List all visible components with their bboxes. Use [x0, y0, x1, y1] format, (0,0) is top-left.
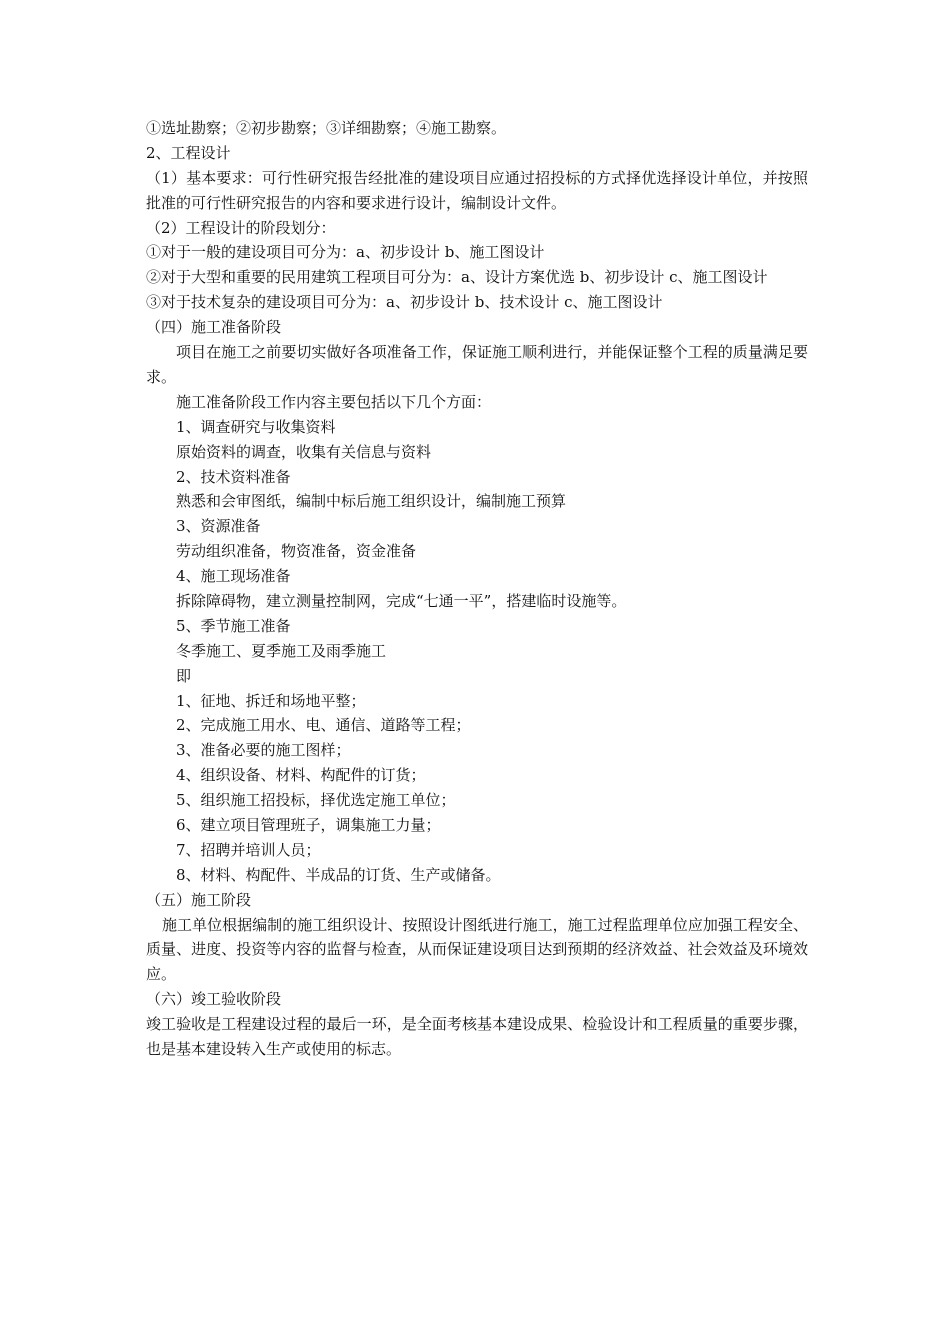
design-stages-general: ①对于一般的建设项目可分为：a、初步设计 b、施工图设计	[146, 243, 545, 262]
survey-types-line: ①选址勘察；②初步勘察；③详细勘察；④施工勘察。	[146, 119, 507, 137]
summary-list-item: 2、完成施工用水、电、通信、道路等工程；	[176, 716, 471, 735]
list-item-detail: 冬季施工、夏季施工及雨季施工	[176, 641, 387, 660]
construction-stage-paragraph: 施工单位根据编制的施工组织设计、按照设计图纸进行施工，施工过程监理单位应加强工程安全、质量、进度、投资等内容的监督与检查，从而保证建设项目达到预期的经济效益、社会效益及环境效应。	[146, 915, 808, 984]
preparation-content-intro: 施工准备阶段工作内容主要包括以下几个方面：	[176, 392, 492, 411]
section-heading-engineering-design: 2、工程设计	[146, 143, 231, 162]
list-item-heading: 1、调查研究与收集资料	[176, 417, 336, 436]
summary-list-item: 6、建立项目管理班子，调集施工力量；	[176, 816, 441, 835]
list-item-heading: 2、技术资料准备	[176, 467, 291, 486]
summary-lead: 即	[176, 666, 192, 685]
list-item-heading: 5、季节施工准备	[176, 616, 291, 635]
list-item-detail: 劳动组织准备，物资准备，资金准备	[176, 542, 417, 561]
summary-list-item: 8、材料、构配件、半成品的订货、生产或储备。	[176, 865, 501, 884]
summary-list-item: 3、准备必要的施工图样；	[176, 741, 351, 760]
list-item-detail: 熟悉和会审图纸，编制中标后施工组织设计，编制施工预算	[176, 492, 567, 511]
list-item-detail: 原始资料的调查，收集有关信息与资料	[176, 442, 432, 461]
summary-list-item: 1、征地、拆迁和场地平整；	[176, 691, 366, 710]
basic-requirements-paragraph: （1）基本要求：可行性研究报告经批准的建设项目应通过招投标的方式择优选择设计单位，并按照批准的可行性研究报告的内容和要求进行设计，编制设计文件。	[146, 168, 808, 212]
section-heading-construction-stage: （五）施工阶段	[146, 890, 252, 909]
summary-list-item: 4、组织设备、材料、构配件的订货；	[176, 766, 426, 785]
acceptance-stage-paragraph: 竣工验收是工程建设过程的最后一环，是全面考核基本建设成果、检验设计和工程质量的重要步骤，也是基本建设转入生产或使用的标志。	[146, 1015, 808, 1059]
section-heading-acceptance-stage: （六）竣工验收阶段	[146, 990, 282, 1009]
design-stages-heading: （2）工程设计的阶段划分：	[146, 218, 336, 237]
design-stages-large-projects: ②对于大型和重要的民用建筑工程项目可分为：a、设计方案优选 b、初步设计 c、施工图设计	[146, 268, 768, 287]
list-item-detail: 拆除障碍物，建立测量控制网，完成“七通一平”，搭建临时设施等。	[176, 592, 627, 610]
summary-list-item: 5、组织施工招投标，择优选定施工单位；	[176, 791, 456, 810]
list-item-heading: 3、资源准备	[176, 517, 261, 536]
document-body	[146, 116, 808, 1062]
design-stages-complex: ③对于技术复杂的建设项目可分为：a、初步设计 b、技术设计 c、施工图设计	[146, 293, 663, 312]
list-item-heading: 4、施工现场准备	[176, 567, 291, 586]
summary-list-item: 7、招聘并培训人员；	[176, 840, 321, 859]
section-heading-preparation-stage: （四）施工准备阶段	[146, 318, 282, 337]
preparation-intro-paragraph: 项目在施工之前要切实做好各项准备工作，保证施工顺利进行，并能保证整个工程的质量满足要求。	[146, 343, 808, 386]
